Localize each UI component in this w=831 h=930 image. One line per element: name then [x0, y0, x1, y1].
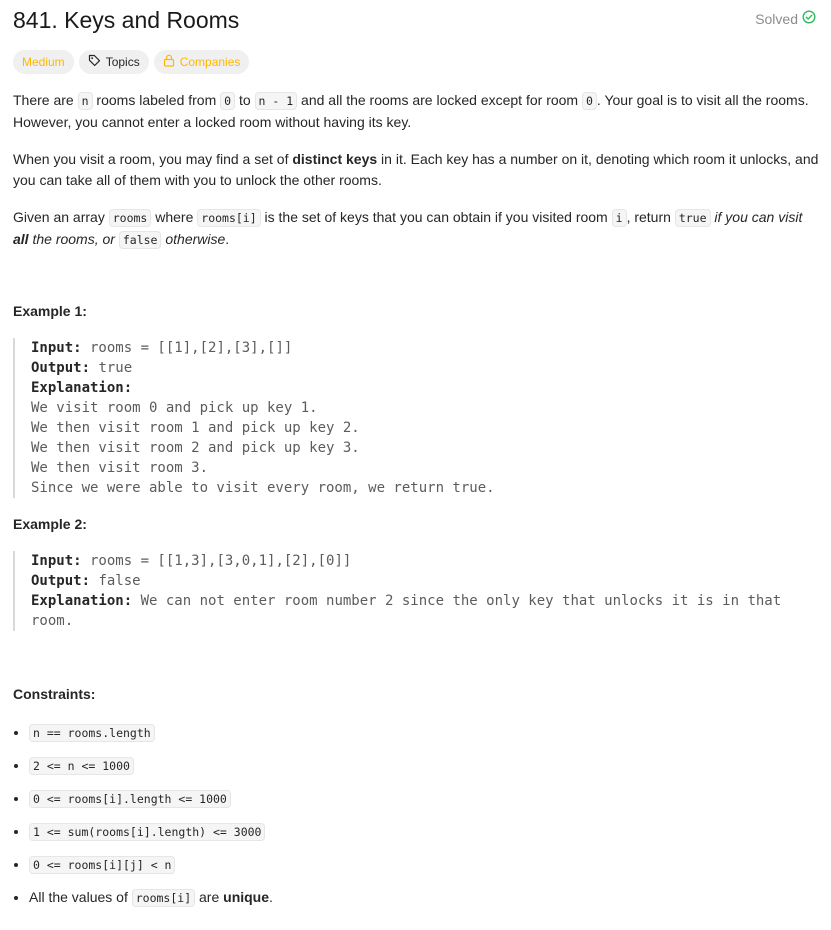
constraint-item: [29, 753, 273, 786]
problem-title[interactable]: 841. Keys and Rooms: [13, 7, 240, 33]
text: .: [225, 231, 230, 247]
italic-text: if you can visit: [714, 209, 803, 225]
text: .: [269, 889, 273, 905]
constraints-heading: Constraints:: [13, 686, 96, 702]
problem-statement: [13, 90, 821, 267]
output-value: false: [90, 573, 141, 589]
input-label: Input:: [31, 553, 82, 569]
inline-code: rooms: [109, 209, 152, 227]
statement-paragraph-2: [13, 149, 821, 191]
example-2-heading: Example 2:: [13, 516, 87, 532]
output-value: true: [90, 360, 133, 376]
text: , return: [626, 209, 675, 225]
explanation-text: We visit room 0 and pick up key 1. We then visit room 1 and pick up key 2. We then visit room 2 and pick up key 3. We then visit room 3. Since we were able to visit every room, we return true.: [31, 400, 495, 496]
input-value: rooms = [[1],[2],[3],[]]: [81, 340, 293, 356]
topics-label: Topics: [105, 55, 140, 69]
companies-label: Companies: [179, 55, 241, 69]
text: in it. Each key has a number on it, denoting which room it unlocks, and you can take all of them with you to unlock the other rooms.: [13, 151, 819, 188]
inline-code: 1 <= sum(rooms[i].length) <= 3000: [29, 823, 265, 841]
example-1-heading: Example 1:: [13, 303, 87, 319]
constraint-item: [29, 720, 273, 753]
inline-code: i: [612, 209, 627, 227]
italic-text: the rooms, or: [28, 231, 119, 247]
statement-paragraph-1: [13, 90, 821, 133]
text: rooms labeled from: [92, 92, 221, 108]
text: Given an array: [13, 209, 109, 225]
inline-code: 0: [220, 92, 235, 110]
constraints-list: [0, 720, 273, 918]
companies-button[interactable]: [154, 50, 250, 74]
solved-label: Solved: [755, 10, 798, 27]
check-circle-icon: [802, 10, 816, 27]
inline-code: 0 <= rooms[i][j] < n: [29, 856, 175, 874]
example-1-block: [13, 338, 831, 498]
text: is the set of keys that you can obtain if you visited room: [260, 209, 612, 225]
italic-text: otherwise: [161, 231, 226, 247]
text: . Your goal is to visit all the rooms. However, you cannot enter a locked room without having its key.: [13, 92, 809, 130]
explanation-text: We can not enter room number 2 since the only key that unlocks it is in that room.: [31, 593, 790, 629]
difficulty-label: Medium: [22, 55, 65, 69]
explanation-label: Explanation:: [31, 593, 133, 609]
input-label: Input:: [31, 340, 82, 356]
output-label: Output:: [31, 573, 91, 589]
inline-code: n: [78, 92, 93, 110]
explanation-label: Explanation:: [31, 380, 133, 396]
text: to: [235, 92, 255, 108]
tag-icon: [88, 54, 101, 70]
text: When you visit a room, you may find a set of: [13, 151, 293, 167]
bold-text: distinct keys: [292, 151, 378, 167]
input-value: rooms = [[1,3],[3,0,1],[2],[0]]: [81, 553, 352, 569]
problem-tags: [13, 50, 249, 74]
text: All the values of: [29, 889, 132, 905]
text: and all the rooms are locked except for room: [297, 92, 582, 108]
inline-code: n == rooms.length: [29, 724, 155, 742]
solved-status: [755, 10, 816, 27]
text: where: [151, 209, 198, 225]
bold-italic-text: all: [13, 231, 29, 247]
constraint-item: [29, 819, 273, 852]
inline-code: rooms[i]: [132, 889, 195, 907]
example-2-block: [13, 551, 831, 631]
inline-code: 0: [582, 92, 597, 110]
inline-code: n - 1: [255, 92, 298, 110]
difficulty-badge[interactable]: [13, 50, 74, 74]
constraint-item: [29, 786, 273, 819]
constraint-item: [29, 885, 273, 918]
lock-icon: [163, 54, 175, 70]
text: are: [195, 889, 224, 905]
inline-code: 2 <= n <= 1000: [29, 757, 134, 775]
bold-text: unique: [223, 889, 270, 905]
topics-button[interactable]: [79, 50, 149, 74]
constraint-item: [29, 852, 273, 885]
inline-code: true: [675, 209, 711, 227]
output-label: Output:: [31, 360, 91, 376]
inline-code: 0 <= rooms[i].length <= 1000: [29, 790, 231, 808]
text: There are: [13, 92, 78, 108]
statement-paragraph-3: [13, 207, 821, 251]
inline-code: rooms[i]: [197, 209, 260, 227]
inline-code: false: [119, 231, 162, 249]
